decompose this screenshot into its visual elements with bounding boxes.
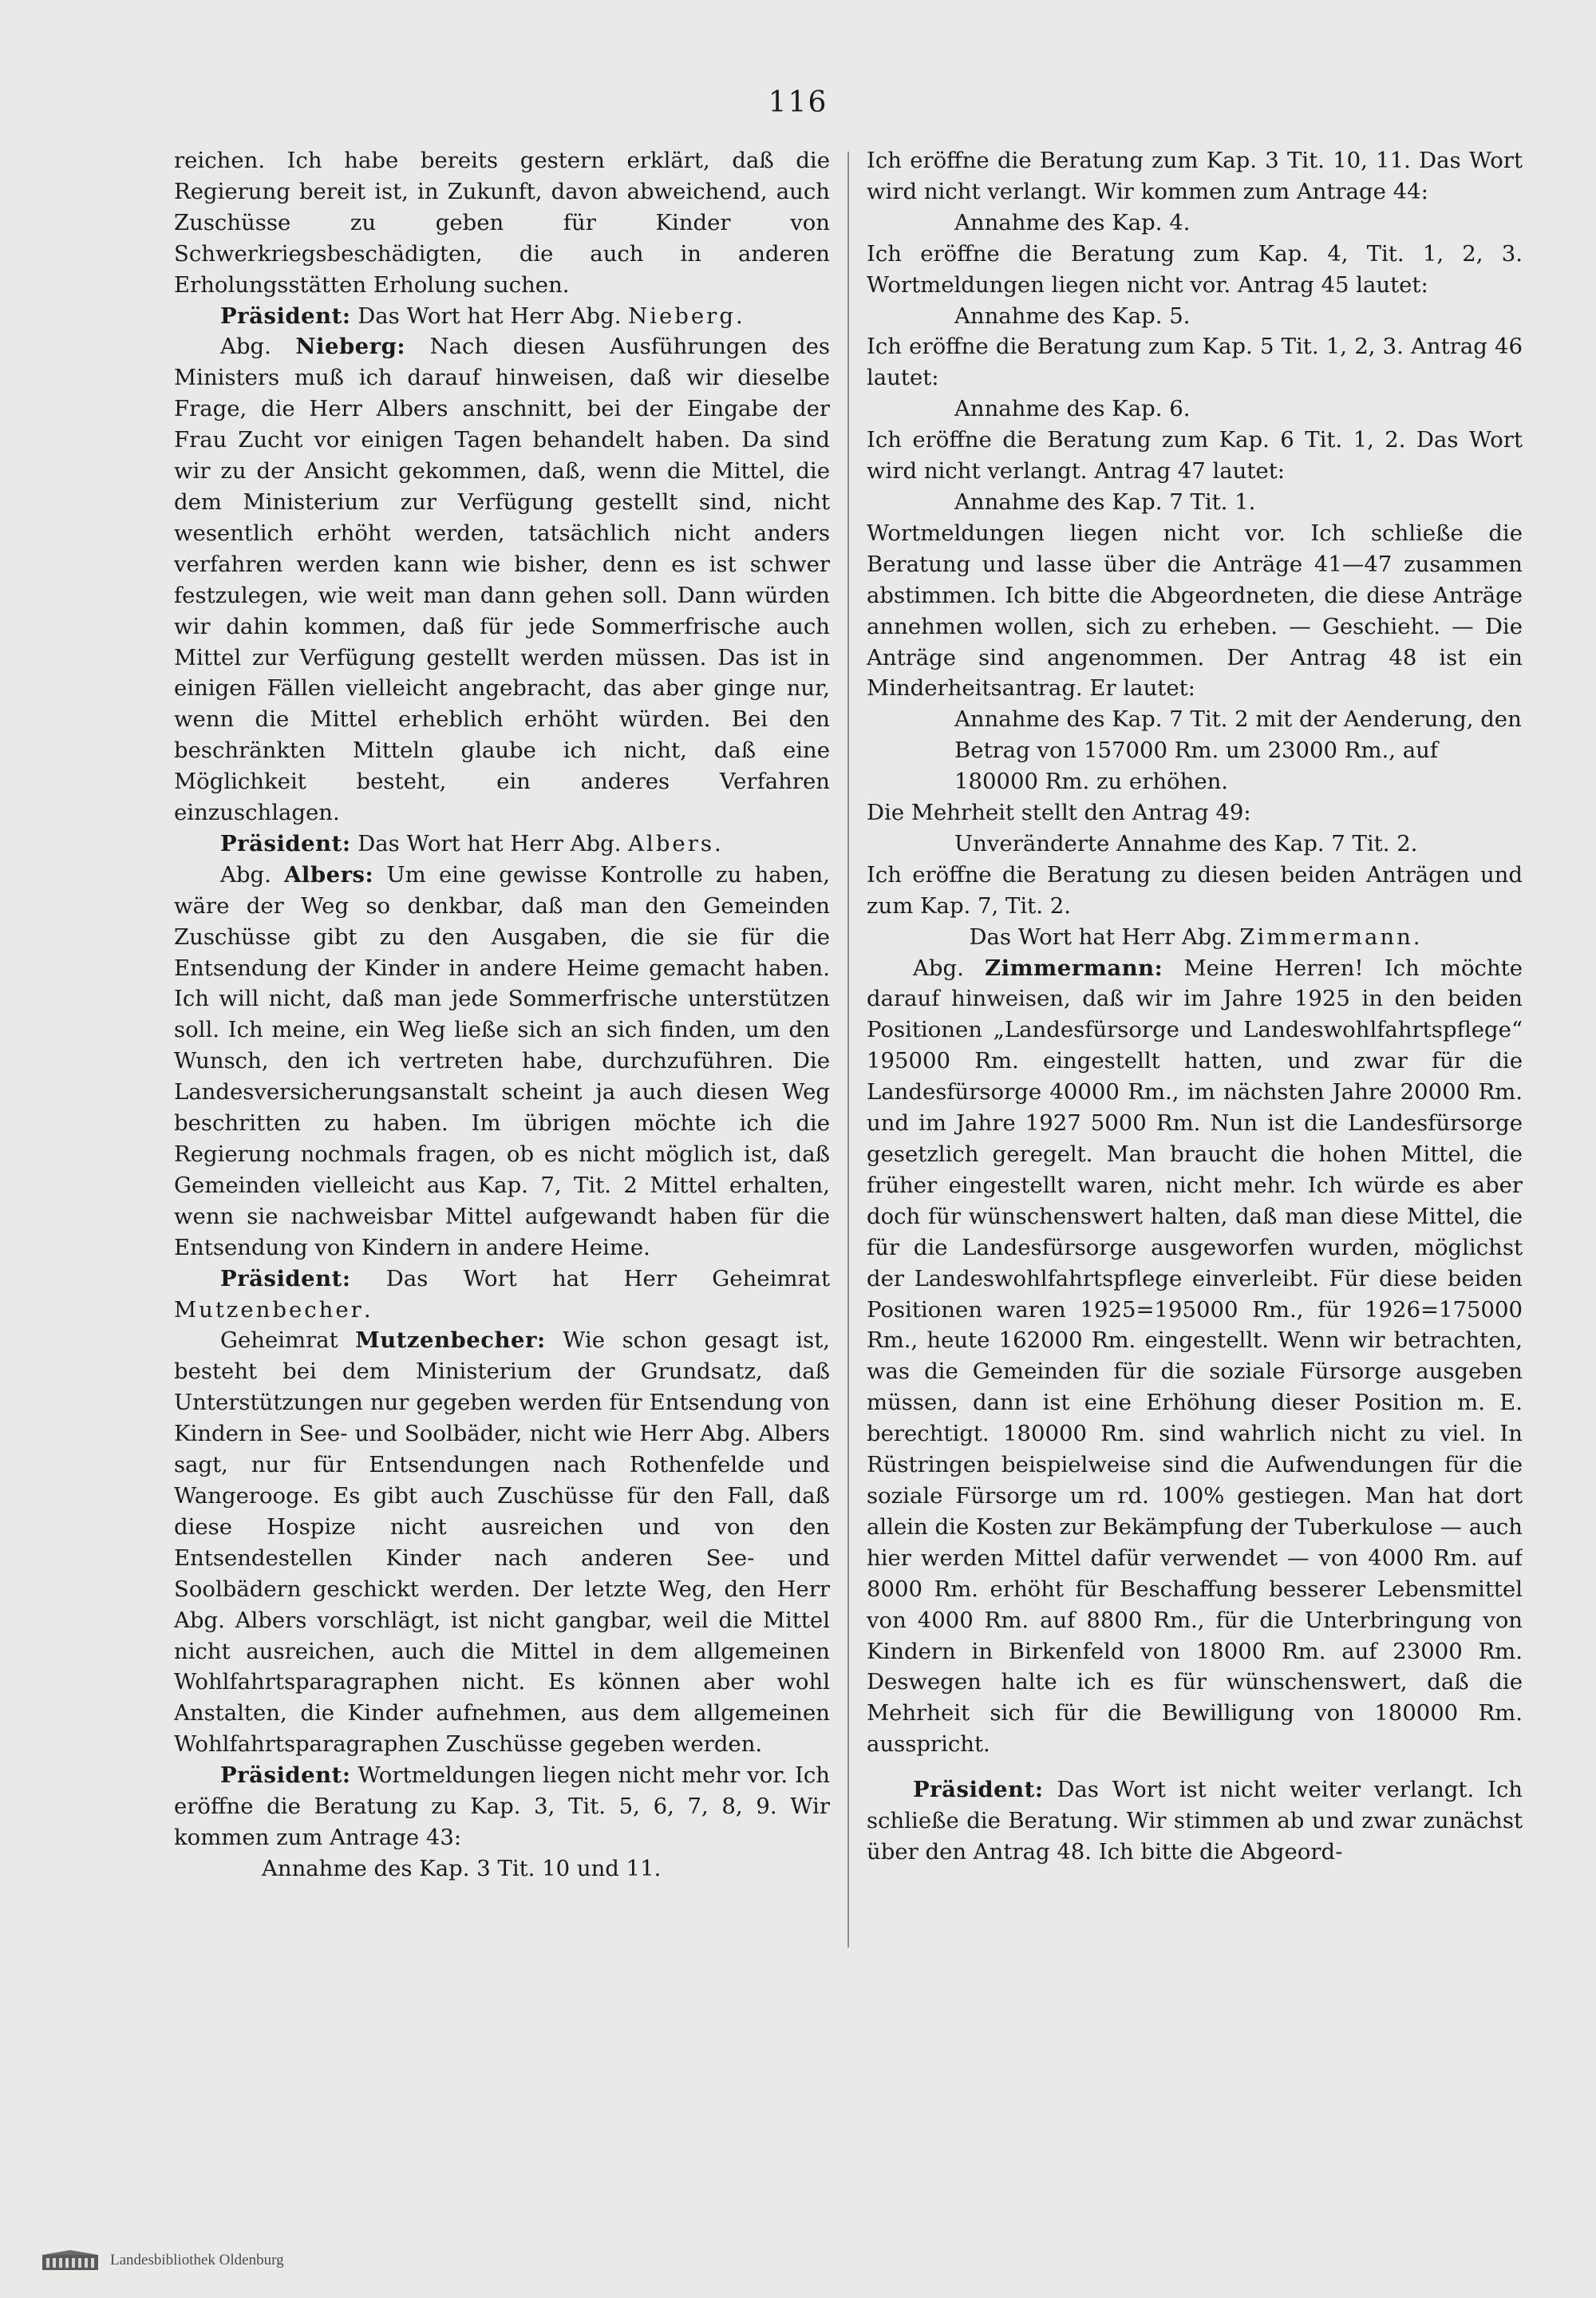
speech-paragraph [867,953,1523,1761]
paragraph-text: Annahme des Kap. 7 Tit. 1. [954,488,1256,515]
motion-text [867,704,1523,797]
motion-text [867,487,1523,518]
paragraph-text: Ich eröffne die Beratung zum Kap. 6 Tit. 1, 2. Das Wort wird nicht verlangt. Antrag 47 lautet: [867,427,1523,485]
motion-text [867,829,1523,860]
paragraph-text: Wie schon gesagt ist, besteht bei dem Ministerium der Grundsatz, daß Unterstützungen nur gegeben werden für Entsendung von Kindern in See- und Soolbäder, nicht wie Herr Abg. Albers sagt, nur für Entsendungen nach Rothenfelde und Wangerooge. Es gibt auch Zuschüsse für den Fall, daß diese Hospize nicht ausreichen und von den Entsendestellen Kinder nach anderen See- und Soolbädern geschickt werden. Der letzte Weg, den Herr Abg. Albers vorschlägt, ist nicht gangbar, weil die Mittel nicht ausreichen, auch die Mittel in dem allgemeinen Wohlfahrtsparagraphen nicht. Es können aber wohl Anstalten, die Kinder aufnehmen, aus dem allgemeinen Wohlfahrtsparagraphen Zuschüsse gegeben werden. [174,1327,830,1758]
speaker-title: Abg. [220,861,285,888]
speaker-name: Albers: [284,861,374,888]
paragraph-text: Nach diesen Ausführungen des Ministers muß ich darauf hinweisen, daß wir dieselbe Frage, die Herr Albers anschnitt, bei der Eingabe der Frau Zucht vor einigen Tagen behandelt haben. Da sind wir zu der Ansicht gekommen, daß, wenn die Mittel, die dem Ministerium zur Verfügung gestellt sind, nicht wesentlich erhöht werden, tatsächlich nicht anders verfahren werden kann wie bisher, denn es ist schwer festzulegen, wie weit man dann gehen soll. Dann würden wir dahin kommen, daß für jede Sommerfrische auch Mittel zur Verfügung gestellt werden müssen. Das ist in einigen Fällen vielleicht angebracht, das aber ginge nur, wenn die Mittel erheblich erhöht würden. Bei den beschränkten Mitteln glaube ich nicht, daß eine Möglichkeit besteht, ein anderes Verfahren einzuschlagen. [174,334,830,826]
speech-paragraph [174,1325,830,1760]
paragraph-text: Ich eröffne die Beratung zum Kap. 3 Tit. 10, 11. Das Wort wird nicht verlangt. Wir kommen zum Antrage 44: [867,148,1523,204]
protocol-paragraph [867,145,1523,208]
paragraph-text: Annahme des Kap. 6. [954,396,1191,422]
paragraph-text: reichen. Ich habe bereits gestern erklärt, daß die Regierung bereit ist, in Zukunft, davon abweichend, auch Zuschüsse zu geben für Kinder von Schwerkriegsbeschädigten, die auch in anderen Erholungsstätten Erholung suchen. [174,148,830,298]
speech-paragraph [174,331,830,829]
called-name: Albers [628,830,714,856]
paragraph-text: Das Wort hat Herr Abg. [350,830,629,856]
motion-text [867,208,1523,239]
speaker-title: Abg. [220,334,296,360]
paragraph-end: . [713,830,721,856]
protocol-paragraph [174,145,830,301]
paragraph-text: Annahme des Kap. 3 Tit. 10 und 11. [262,1855,662,1881]
paragraph-text: Wortmeldungen liegen nicht vor. Ich schließe die Beratung und lasse über die Anträge 41—47 zusammen abstimmen. Ich bitte die Abgeordneten, die diese Anträge annehmen wollen, sich zu erheben. — Geschieht. — Die Anträge sind angenommen. Der Antrag 48 ist ein Minderheitsantrag. Er lautet: [867,520,1523,702]
paragraph-text: Um eine gewisse Kontrolle zu haben, wäre der Weg so denkbar, daß man den Gemeinden Zuschüsse gibt zu den Ausgaben, die sie für die Entsendung der Kinder in andere Heime gemacht haben. Ich will nicht, daß man jede Sommerfrische unterstützen soll. Ich meine, ein Weg ließe sich an sich finden, um den Wunsch, den ich vertreten habe, durchzuführen. Die Landesversicherungsanstalt scheint ja auch diesen Weg beschritten zu haben. Im übrigen möchte ich die Regierung nochmals fragen, ob es nicht möglich ist, daß Gemeinden vielleicht aus Kap. 7, Tit. 2 Mittel erhalten, wenn sie nachweisbar Mittel aufgewandt haben für die Entsendung von Kindern in andere Heime. [174,861,830,1260]
paragraph-end: . [735,303,743,329]
paragraph-text: Das Wort hat Herr Abg. [969,924,1240,950]
motion-text [867,394,1523,425]
paragraph-text: Ich eröffne die Beratung zum Kap. 4, Tit. 1, 2, 3. Wortmeldungen liegen nicht vor. Antrag 45 lautet: [867,240,1523,298]
speaker-name: Mutzenbecher: [355,1327,546,1354]
speech-paragraph [867,1774,1523,1868]
speaker-name: Nieberg: [295,334,406,360]
paragraph-text: Annahme des Kap. 4. [954,209,1191,235]
protocol-paragraph [867,425,1523,487]
protocol-paragraph [867,860,1523,922]
speaker-name: Präsident: [220,1265,351,1291]
speaker-name: Präsident: [220,830,351,856]
called-name: Mutzenbecher [174,1296,364,1323]
paragraph-text: Das Wort ist nicht weiter verlangt. Ich schließe die Beratung. Wir stimmen ab und zwar zunächst über den Antrag 48. Ich bitte die Abgeord- [867,1777,1523,1865]
called-name: Nieberg [628,303,736,329]
speaker-name: Präsident: [913,1777,1044,1803]
motion-text [867,301,1523,332]
paragraph-end: . [363,1296,371,1323]
speech-paragraph [174,860,830,1264]
speaker-title: Abg. [913,955,986,981]
column-divider [847,152,849,1948]
page-number: 116 [768,86,828,119]
paragraph-text: Wortmeldungen liegen nicht mehr vor. Ich eröffne die Beratung zu Kap. 3, Tit. 5, 6, 7, 8, 9. Wir kommen zum Antrage 43: [174,1762,830,1850]
paragraph-text: Meine Herren! Ich möchte darauf hinweisen, daß wir im Jahre 1925 in den beiden Positionen „Landesfürsorge und Landeswohlfahrtspflege“ 195000 Rm. eingestellt hatten, und zwar für die Landesfürsorge 40000 Rm., im nächsten Jahre 20000 Rm. und im Jahre 1927 5000 Rm. Nun ist die Landesfürsorge gesetzlich geregelt. Man braucht die hohen Mittel, die früher eingestellt waren, nicht mehr. Ich würde es aber doch für wünschenswert halten, daß man diese Mittel, die für die Landesfürsorge ausgeworfen wurden, möglichst der Landeswohlfahrtspflege einverleibt. Für diese beiden Positionen waren 1925=195000 Rm., für 1926=175000 Rm., heute 162000 Rm. eingestellt. Wenn wir betrachten, was die Gemeinden für die soziale Fürsorge ausgeben müssen, dann ist eine Erhöhung dieser Position m. E. berechtigt. 180000 Rm. sind wahrlich nicht zu viel. In Rüstringen beispielweise sind die Aufwendungen für die soziale Fürsorge um rd. 100% gestiegen. Man hat dort allein die Kosten zur Bekämpfung der Tuberkulose — auch hier werden Mittel dafür verwendet — von 4000 Rm. auf 8000 Rm. erhöht für Beschaffung besserer Lebensmittel von 4000 Rm. auf 8800 Rm., für die Unterbringung von Kindern in Birkenfeld von 18000 Rm. auf 23000 Rm. Deswegen halte ich es für wünschenswert, daß die Mehrheit sich für die Bewilligung von 180000 Rm. ausspricht. [867,955,1523,1758]
paragraph-text: Ich eröffne die Beratung zu diesen beiden Anträgen und zum Kap. 7, Tit. 2. [867,861,1523,919]
library-name: Landesbibliothek Oldenburg [110,2252,284,2268]
paragraph-text: Unveränderte Annahme des Kap. 7 Tit. 2. [954,830,1418,856]
speaker-title: Geheimrat [220,1327,356,1354]
paragraph-end: . [1412,924,1420,950]
speaker-call [867,922,1523,953]
paragraph-text: Das Wort hat Herr Abg. [350,303,629,329]
speaker-name: Präsident: [220,303,351,329]
footer [41,2249,284,2272]
paragraph-text: Annahme des Kap. 5. [954,303,1191,329]
protocol-paragraph [867,239,1523,301]
protocol-paragraph [867,331,1523,394]
speech-paragraph [174,829,830,860]
paragraph-text: Ich eröffne die Beratung zum Kap. 5 Tit. 1, 2, 3. Antrag 46 lautet: [867,334,1523,391]
speech-paragraph [174,1760,830,1853]
speech-paragraph [174,1264,830,1326]
paragraph-text: Das Wort hat Herr Geheimrat [350,1265,830,1291]
speech-paragraph [174,301,830,332]
paragraph-text: Annahme des Kap. 7 Tit. 2 mit der Aenderung, den Betrag von 157000 Rm. um 23000 Rm., auf 180000 Rm. zu erhöhen. [954,706,1522,795]
left-column [174,145,830,1981]
called-name: Zimmermann [1239,924,1413,950]
protocol-paragraph [867,518,1523,704]
right-column [867,145,1523,1981]
speaker-name: Präsident: [220,1762,351,1789]
protocol-paragraph [867,797,1523,829]
library-building-icon [41,2250,99,2271]
speaker-name: Zimmermann: [985,955,1163,981]
paragraph-text: Die Mehrheit stellt den Antrag 49: [867,800,1251,826]
motion-text [174,1853,830,1885]
